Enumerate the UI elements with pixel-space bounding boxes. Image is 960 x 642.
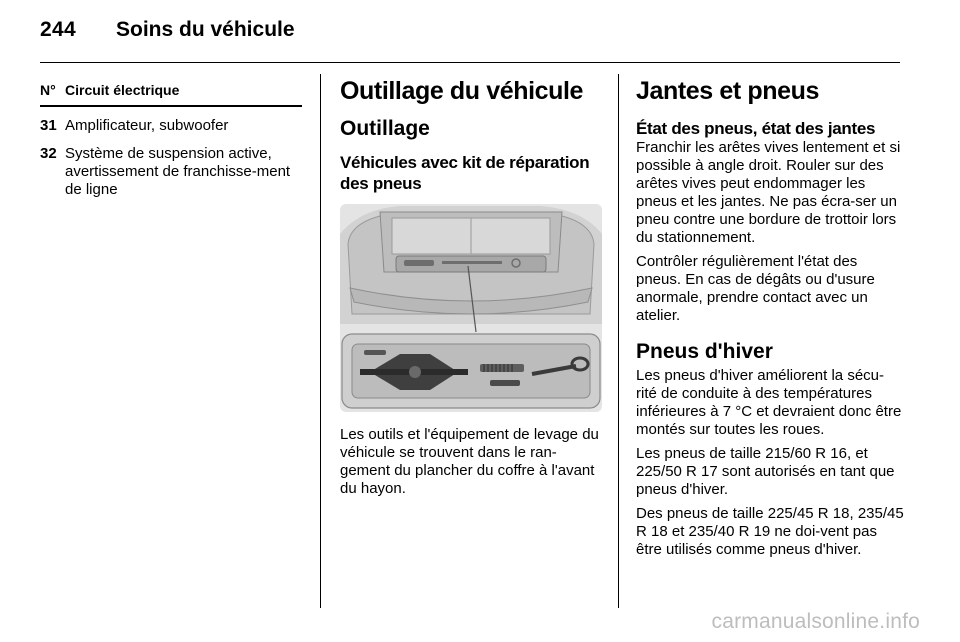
chapter-title: Soins du véhicule bbox=[116, 18, 295, 41]
table-row bbox=[40, 145, 302, 199]
fuse-circuit: Système de suspension active, avertissement de franchisse-ment de ligne bbox=[65, 145, 291, 198]
winter-tyres-paragraph-1: Les pneus d'hiver améliorent la sécu-rité de conduite à des températures inférieures à 7 °C et devraient donc être montés sur toutes les roues. bbox=[636, 367, 902, 438]
winter-tyres-paragraph-3: Des pneus de taille 225/45 R 18, 235/45 R 18 et 235/40 R 19 ne doi-vent pas être utilisés comme pneus d'hiver. bbox=[636, 505, 904, 558]
fuse-table-header bbox=[40, 78, 302, 107]
wheels-section bbox=[636, 76, 904, 559]
tools-paragraph: Les outils et l'équipement de levage du véhicule se trouvent dans le ran-gement du plancher du coffre à l'avant du hayon. bbox=[340, 426, 599, 497]
fuse-number: 32 bbox=[40, 145, 57, 162]
page-header bbox=[40, 18, 295, 48]
watermark: carmanualsonline.info bbox=[711, 610, 920, 633]
wheels-title: Jantes et pneus bbox=[636, 77, 819, 105]
table-row bbox=[40, 117, 302, 135]
fuse-circuit: Amplificateur, subwoofer bbox=[65, 117, 229, 134]
tyre-condition-paragraph-2: Contrôler régulièrement l'état des pneus. En cas de dégâts ou d'usure anormale, prendre contact avec un atelier. bbox=[636, 253, 875, 324]
fuse-number: 31 bbox=[40, 117, 57, 134]
column-divider-2 bbox=[618, 74, 619, 608]
tools-section bbox=[340, 76, 604, 498]
winter-tyres-paragraph-2: Les pneus de taille 215/60 R 16, et 225/50 R 17 sont autorisés en tant que pneus d'hiver. bbox=[636, 445, 895, 498]
tools-title: Outillage du véhicule bbox=[340, 77, 584, 105]
page-number: 244 bbox=[40, 18, 76, 41]
tools-subheading: Véhicules avec kit de réparation des pneus bbox=[340, 153, 590, 193]
trunk-tool-kit-illustration bbox=[340, 204, 602, 412]
fuse-table-head-label: Circuit électrique bbox=[65, 82, 180, 98]
tools-subtitle: Outillage bbox=[340, 117, 430, 140]
fuse-table-head-number: N° bbox=[40, 82, 56, 98]
header-rule bbox=[40, 62, 900, 63]
tyre-condition-paragraph-1: Franchir les arêtes vives lentement et si possible à angle droit. Rouler sur des arêtes vives peut endommager les pneus et les jantes. Ne pas écra-ser un pneu contre une bordure de trottoir lors du stationnement. bbox=[636, 139, 901, 246]
tyre-condition-heading: État des pneus, état des jantes bbox=[636, 119, 876, 138]
fuse-table bbox=[40, 78, 302, 199]
column-divider-1 bbox=[320, 74, 321, 608]
winter-tyres-heading: Pneus d'hiver bbox=[636, 340, 773, 363]
